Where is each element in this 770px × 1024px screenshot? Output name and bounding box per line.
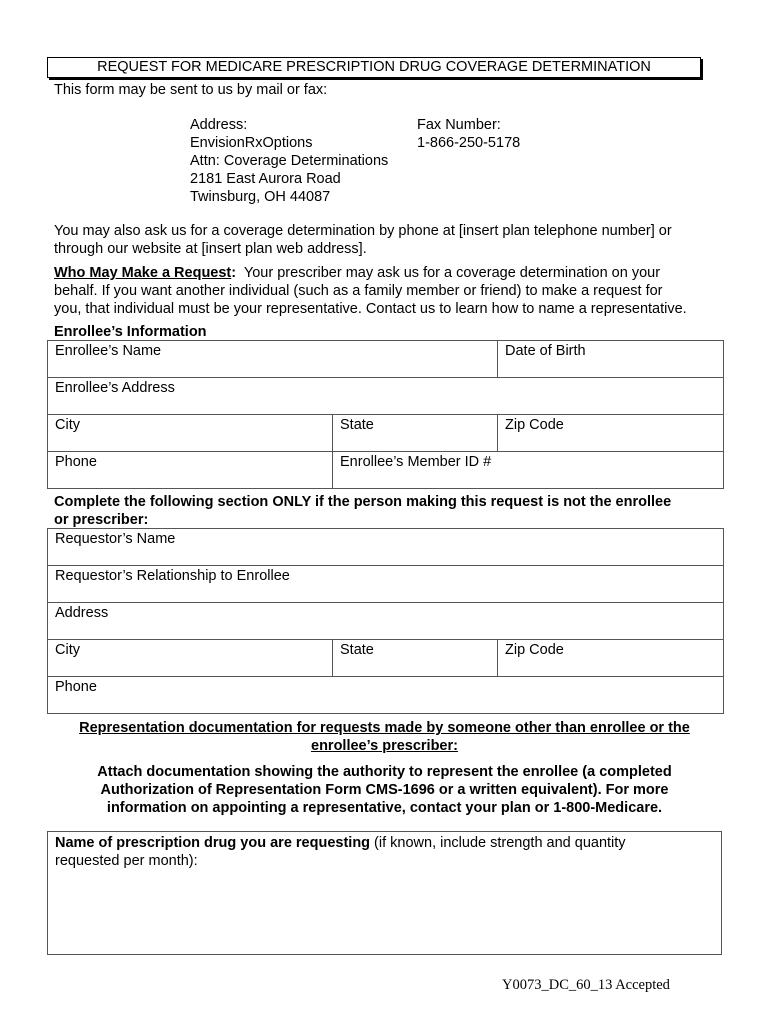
fax-number: 1-866-250-5178	[417, 135, 521, 151]
phone-web-line: You may also ask us for a coverage determination by phone at [insert plan telephone number] or	[54, 223, 672, 239]
mailing-address	[190, 116, 388, 206]
fax-label: Fax Number:	[417, 117, 501, 133]
representation-body	[47, 763, 722, 817]
requestor-city-field[interactable]: City	[48, 640, 333, 677]
enrollee-address-field[interactable]: Enrollee’s Address	[48, 378, 724, 415]
requestor-address-field[interactable]: Address	[48, 603, 724, 640]
who-colon: :	[231, 265, 237, 281]
address-line: Attn: Coverage Determinations	[190, 153, 389, 169]
who-line: you, that individual must be your representative. Contact us to learn how to name a representative.	[54, 301, 687, 317]
enrollee-state-field[interactable]: State	[333, 415, 498, 452]
address-line: EnvisionRxOptions	[190, 135, 313, 151]
who-text: Your prescriber may ask us for a coverage determination on your	[236, 265, 661, 281]
enrollee-phone-field[interactable]: Phone	[48, 452, 333, 489]
who-line: behalf. If you want another individual (such as a family member or friend) to make a request for	[54, 283, 663, 299]
requestor-phone-field[interactable]: Phone	[48, 677, 724, 714]
requestor-table	[47, 528, 724, 714]
fax-block	[417, 116, 520, 152]
representation-body-line: Attach documentation showing the authority to represent the enrollee (a completed	[97, 764, 672, 780]
drug-label-note: (if known, include strength and quantity	[370, 835, 626, 851]
requestor-state-field[interactable]: State	[333, 640, 498, 677]
requestor-name-field[interactable]: Requestor’s Name	[48, 529, 724, 566]
enrollee-member-id-field[interactable]: Enrollee’s Member ID #	[333, 452, 724, 489]
enrollee-table	[47, 340, 724, 489]
representation-heading-line: Representation documentation for requests made by someone other than enrollee or the	[79, 720, 690, 736]
date-of-birth-field[interactable]: Date of Birth	[498, 341, 724, 378]
representation-body-line: Authorization of Representation Form CMS-1696 or a written equivalent). For more	[100, 782, 669, 798]
intro-text: This form may be sent to us by mail or fax:	[54, 82, 328, 98]
representation-body-line: information on appointing a representative, contact your plan or 1-800-Medicare.	[106, 800, 663, 816]
representation-heading	[47, 719, 722, 755]
who-heading: Who May Make a Request	[54, 265, 232, 281]
enrollee-city-field[interactable]: City	[48, 415, 333, 452]
form-id-footer: Y0073_DC_60_13 Accepted	[502, 977, 670, 993]
address-label: Address:	[190, 117, 248, 133]
requestor-heading: Complete the following section ONLY if the person making this request is not the enrollee	[54, 494, 672, 510]
drug-label-line2: requested per month):	[55, 853, 198, 869]
address-line: 2181 East Aurora Road	[190, 171, 341, 187]
requestor-relationship-field[interactable]: Requestor’s Relationship to Enrollee	[48, 566, 724, 603]
phone-web-line: through our website at [insert plan web address].	[54, 241, 367, 257]
form-title: REQUEST FOR MEDICARE PRESCRIPTION DRUG COVERAGE DETERMINATION	[47, 57, 701, 78]
representation-heading-line: enrollee’s prescriber:	[311, 738, 458, 754]
requestor-heading: or prescriber:	[54, 512, 149, 528]
enrollee-name-field[interactable]: Enrollee’s Name	[48, 341, 498, 378]
drug-request-field[interactable]	[47, 831, 722, 955]
address-line: Twinsburg, OH 44087	[190, 189, 331, 205]
enrollee-zip-field[interactable]: Zip Code	[498, 415, 724, 452]
who-first-line	[54, 264, 660, 282]
drug-label: Name of prescription drug you are requesting	[55, 835, 371, 851]
requestor-zip-field[interactable]: Zip Code	[498, 640, 724, 677]
enrollee-heading: Enrollee’s Information	[54, 324, 207, 340]
